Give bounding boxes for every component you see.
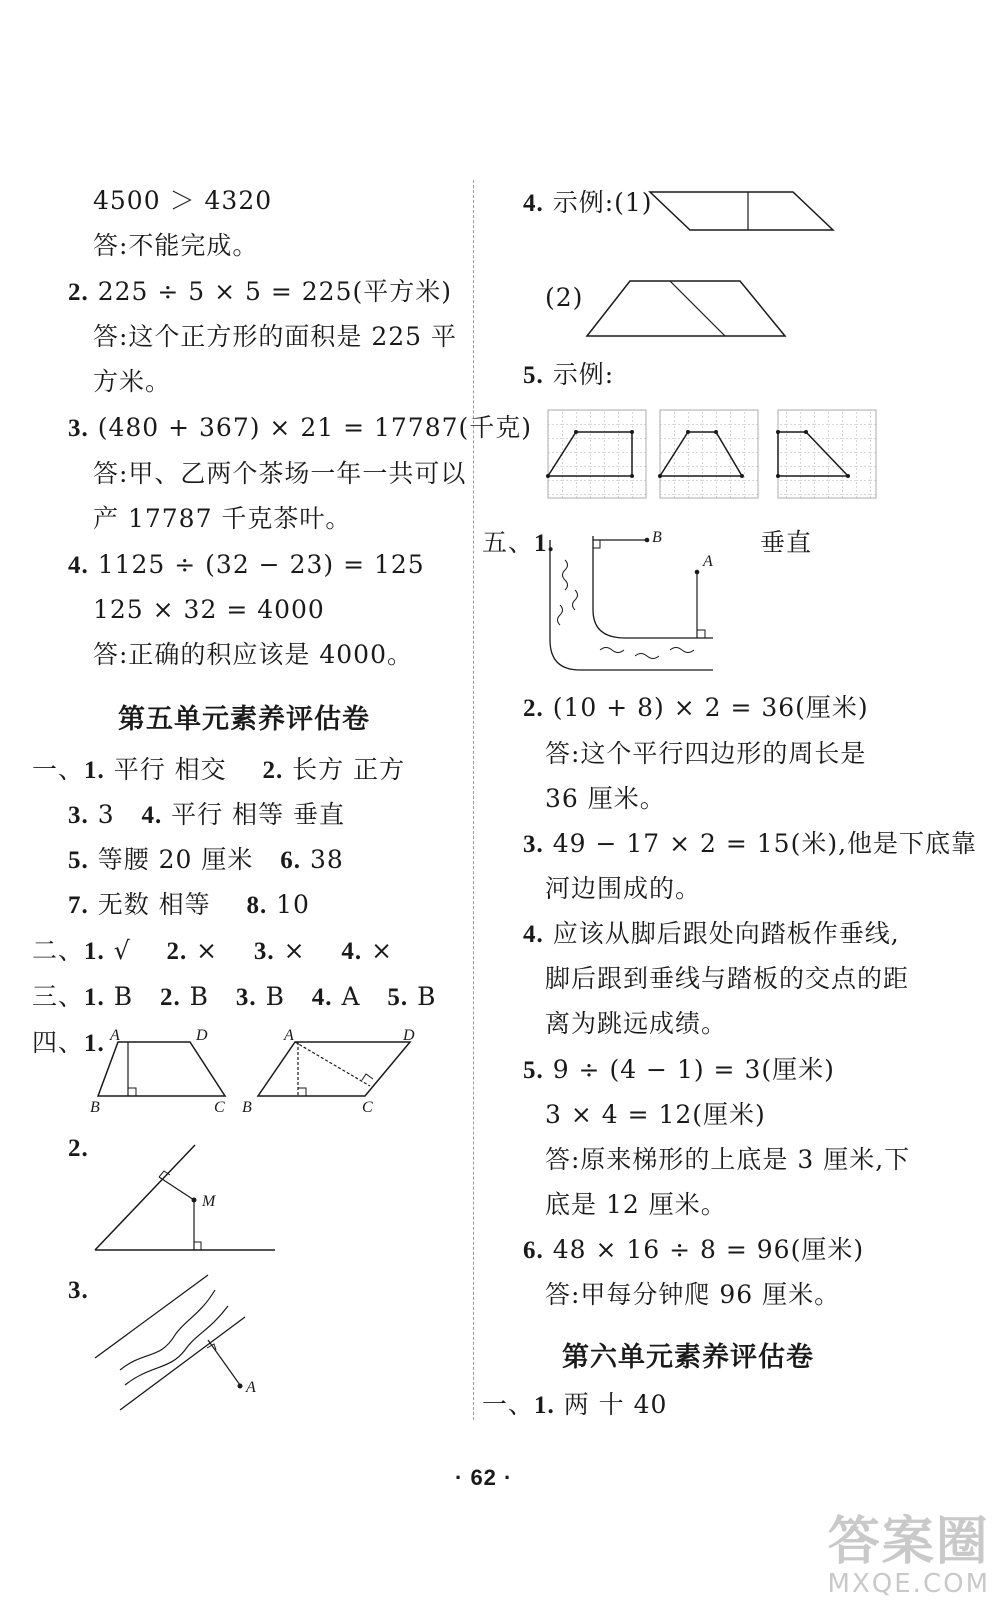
answer-line: 3 × 4 = 12(厘米): [545, 1100, 766, 1129]
item-answer: 38: [309, 845, 344, 874]
river-distance-figure: [90, 1270, 270, 1415]
watermark-logo: [828, 1514, 990, 1598]
parallelogram-figure: [240, 1028, 420, 1118]
part-prefix: 四、: [32, 1028, 85, 1057]
part-1-row: [32, 755, 405, 786]
item-number: 2.: [523, 695, 544, 722]
question-text: 示例:(1): [552, 188, 653, 217]
equation: 49 − 17 × 2 = 15(米),他是下底靠: [552, 829, 978, 858]
equation: (10 + 8) × 2 = 36(厘米): [552, 693, 869, 722]
item-number: 5.: [523, 1057, 544, 1084]
item-number: 1.: [84, 938, 105, 965]
label-c: C: [214, 1099, 225, 1116]
item-number: 4.: [523, 921, 544, 948]
item-number: 2.: [166, 938, 188, 965]
part-3-row: [32, 982, 436, 1013]
part-5-item-5: [523, 1055, 835, 1086]
item-number: 7.: [68, 892, 89, 919]
label-a: A: [110, 1027, 120, 1044]
river-perpendicular-figure: [545, 530, 717, 680]
item-answer: 两 十 40: [563, 1390, 668, 1419]
item-answer: ×: [283, 936, 306, 965]
question-number: 2.: [68, 279, 89, 306]
part-prefix: 一、: [482, 1390, 535, 1419]
label-b: B: [652, 529, 662, 546]
answer-text: 应该从脚后跟处向踏板作垂线,: [552, 919, 900, 948]
equation: 48 × 16 ÷ 8 = 96(厘米): [552, 1235, 865, 1264]
label-m: M: [202, 1193, 216, 1210]
part-4-item-2: [68, 1133, 89, 1164]
part-1-row: [68, 800, 345, 831]
item-number: 6.: [280, 847, 302, 874]
question-number: 4.: [523, 190, 544, 217]
item-answer: 平行 相等 垂直: [171, 800, 346, 829]
item-number: 5.: [387, 984, 409, 1011]
question-2: [68, 277, 452, 308]
item-number: 4.: [341, 938, 363, 965]
answer-line: 36 厘米。: [545, 784, 666, 813]
label-d: D: [196, 1027, 208, 1044]
item-answer: B: [417, 982, 437, 1011]
watermark-sub: MXQE.COM: [827, 1569, 990, 1599]
item-number: 3.: [68, 802, 89, 829]
answer-line: 答:正确的积应该是 4000。: [93, 640, 413, 669]
part-prefix: 五、: [482, 528, 535, 557]
part-1-row: [68, 845, 344, 876]
answer-line: 河边围成的。: [545, 874, 702, 903]
equation: 9 ÷ (4 − 1) = 3(厘米): [552, 1055, 835, 1084]
label-a: A: [246, 1379, 256, 1396]
label-a: A: [284, 1027, 294, 1044]
section-heading: 第六单元素养评估卷: [562, 1342, 814, 1373]
label-b: B: [242, 1099, 252, 1116]
answer-line: 答:不能完成。: [93, 231, 259, 260]
item-number: 3.: [523, 831, 544, 858]
item-answer: 等腰 20 厘米: [97, 845, 254, 874]
part-2-row: [32, 936, 393, 967]
question-number: 4.: [68, 552, 89, 579]
item-number: 2.: [68, 1135, 89, 1162]
question-4: [523, 188, 653, 219]
section-heading: 第五单元素养评估卷: [118, 704, 370, 735]
parallelogram-split-figure-2: [585, 278, 795, 338]
answer-line: 离为跳远成绩。: [545, 1009, 728, 1038]
equation: (480 + 367) × 21 = 17787(千克): [97, 413, 533, 442]
equation: 225 ÷ 5 × 5 = 225(平方米): [97, 277, 452, 306]
item-number: 3.: [253, 938, 275, 965]
part-prefix: 二、: [32, 936, 85, 965]
item-answer: B: [113, 982, 134, 1011]
item-number: 4.: [311, 984, 333, 1011]
question-3: [68, 413, 532, 444]
answer-line: 脚后跟到垂线与踏板的交点的距: [545, 964, 910, 993]
item-number: 3.: [235, 984, 257, 1011]
question-number: 5.: [523, 362, 544, 389]
parallelogram-split-figure-1: [648, 190, 838, 232]
item-answer: ×: [371, 936, 394, 965]
question-5: [523, 360, 614, 391]
equation: 1125 ÷ (32 − 23) = 125: [97, 550, 425, 579]
label-d: D: [403, 1027, 415, 1044]
question-text: 示例:: [552, 360, 615, 389]
item-number: 1.: [84, 757, 105, 784]
item-number: 2.: [159, 984, 181, 1011]
answer-line: 答:甲每分钟爬 96 厘米。: [545, 1280, 841, 1309]
answer-line: 答:这个平行四边形的周长是: [545, 739, 867, 768]
label-c: C: [362, 1099, 373, 1116]
item-answer: A: [341, 982, 361, 1011]
part-1-row: [68, 890, 310, 921]
answer-vertical: 垂直: [760, 528, 813, 557]
answer-line: 答:甲、乙两个茶场一年一共可以: [93, 459, 467, 488]
answer-line: 答:原来梯形的上底是 3 厘米,下: [545, 1145, 911, 1174]
item-answer: ×: [196, 936, 219, 965]
part-5-item-3: [523, 829, 977, 860]
part-5-item-1: [482, 528, 555, 559]
label-b: B: [90, 1099, 100, 1116]
part-5-item-2: [523, 693, 869, 724]
part-5-item-6: [523, 1235, 864, 1266]
label-a: A: [703, 553, 713, 570]
item-number: 8.: [246, 892, 268, 919]
answer-line: 底是 12 厘米。: [545, 1190, 727, 1219]
item-answer: 长方 正方: [292, 755, 406, 784]
item-answer: 10: [276, 890, 310, 919]
item-number: 1.: [84, 984, 105, 1011]
item-number: 4.: [141, 802, 163, 829]
answer-line: 答:这个正方形的面积是 225 平: [93, 322, 458, 351]
item-answer: √: [113, 936, 131, 965]
item-answer: B: [189, 982, 210, 1011]
angle-perpendicular-figure: [90, 1135, 290, 1255]
part-5-item-4: [523, 919, 900, 950]
answer-line: 产 17787 千克茶叶。: [93, 504, 352, 533]
trapezoid-figure: [90, 1028, 250, 1118]
unit-6-part-1-row: [482, 1390, 667, 1421]
item-number: 5.: [68, 847, 89, 874]
item-number: 1.: [84, 1030, 105, 1057]
item-answer: 平行 相交: [113, 755, 227, 784]
item-answer: B: [265, 982, 285, 1011]
item-number: 2.: [262, 757, 284, 784]
item-number: 1.: [534, 1392, 555, 1419]
question-4: [68, 550, 425, 581]
column-divider: [473, 180, 474, 1420]
grid-trapezoid-figures: [548, 410, 894, 500]
item-answer: 无数 相等: [97, 890, 211, 919]
part-prefix: 三、: [32, 982, 85, 1011]
item-number: 1.: [534, 530, 555, 557]
answer-line: 方米。: [93, 367, 172, 396]
page-number: · 62 ·: [455, 1465, 513, 1490]
item-answer: 3: [97, 800, 115, 829]
item-number: 3.: [68, 1277, 89, 1304]
part-prefix: 一、: [32, 755, 85, 784]
part-4-item-3: [68, 1275, 89, 1306]
item-number: 6.: [523, 1237, 544, 1264]
question-4-sub-2: (2): [545, 283, 584, 312]
answer-line: 4500 ＞ 4320: [93, 186, 273, 215]
answer-line: 125 × 32 = 4000: [93, 595, 325, 624]
watermark-main: 答案圈: [827, 1512, 990, 1572]
question-number: 3.: [68, 415, 89, 442]
